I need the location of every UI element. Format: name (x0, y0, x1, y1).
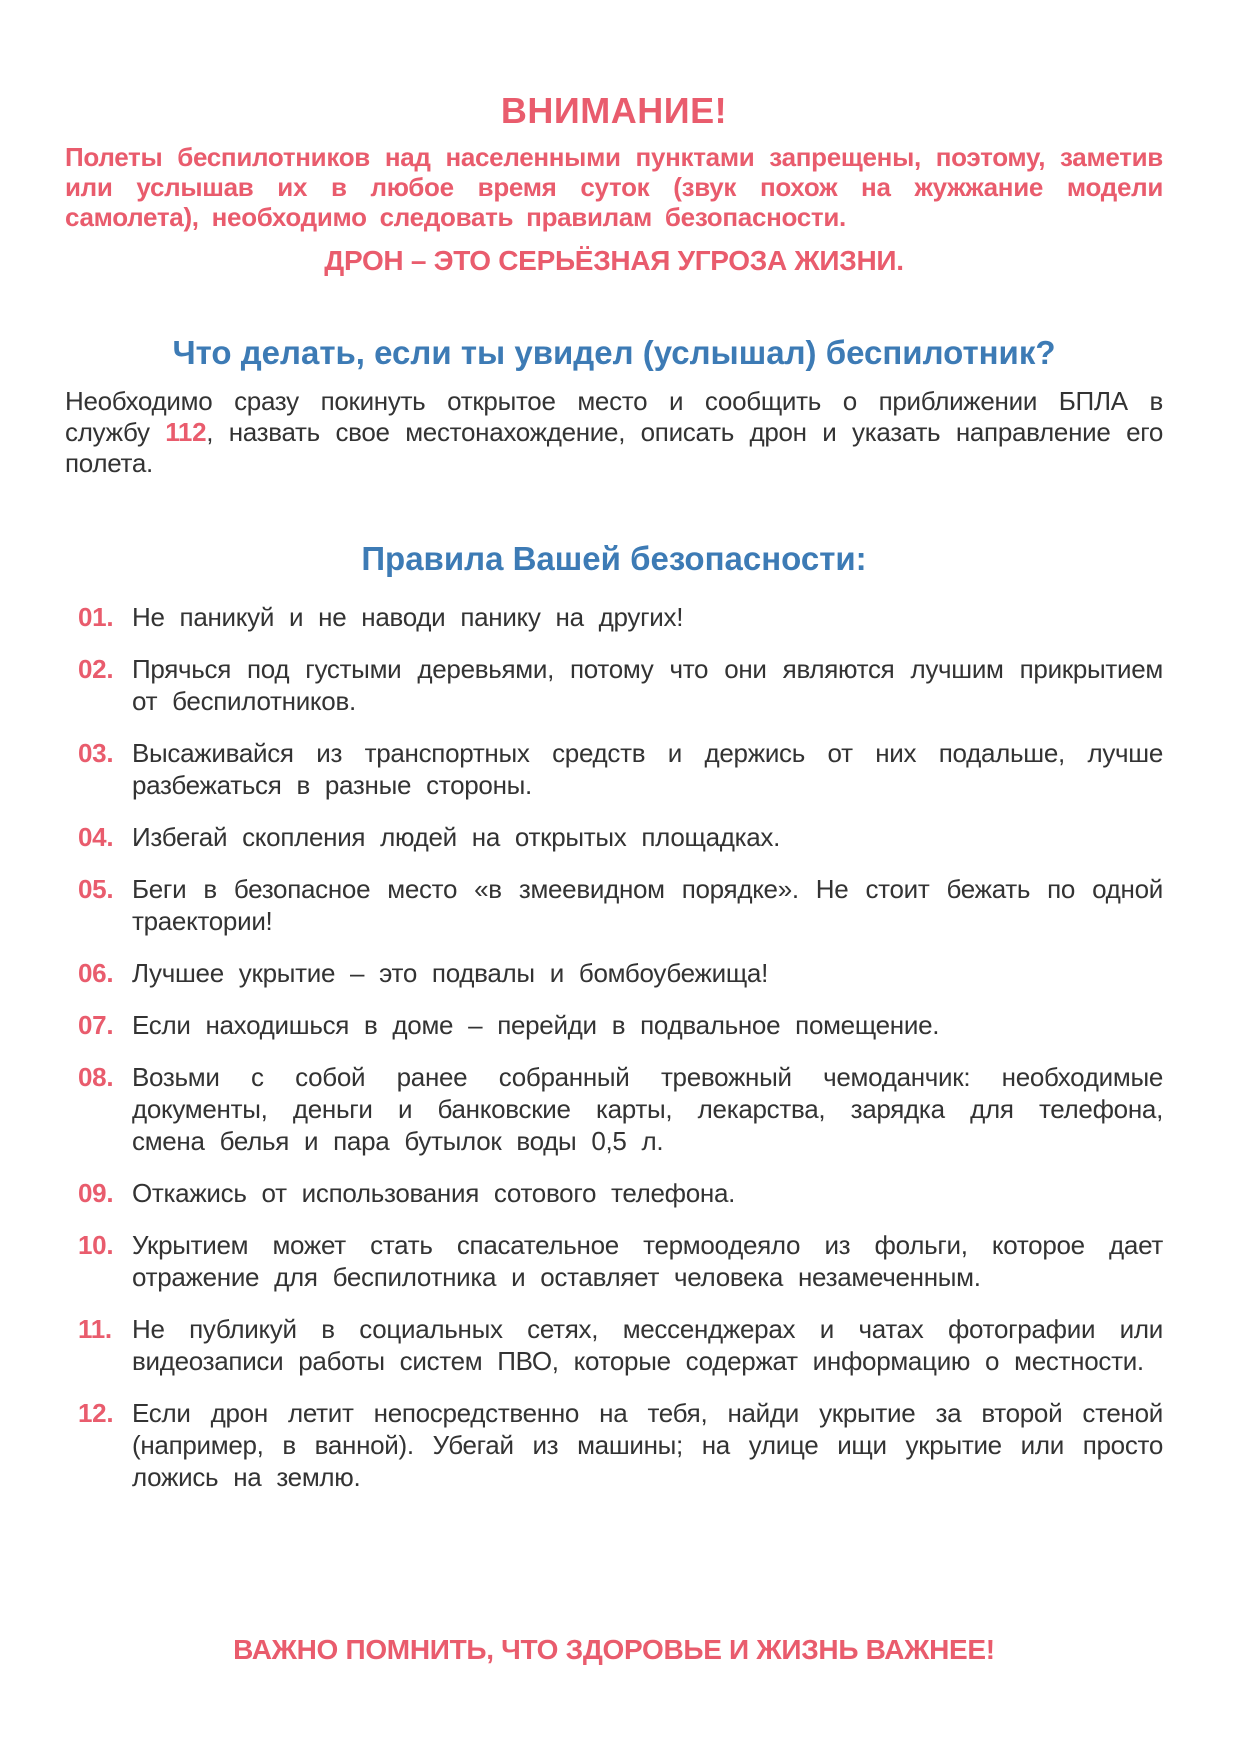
what-to-do-paragraph (65, 386, 1163, 479)
what-to-do-text-after: , назвать свое местонахождение, описать дрон и указать направление его полета. (65, 417, 1163, 478)
rule-number: 07. (78, 1010, 114, 1040)
rule-number: 10. (78, 1230, 114, 1260)
rule-number: 05. (78, 874, 114, 904)
list-item (65, 1397, 1163, 1493)
list-item (65, 1229, 1163, 1293)
rules-list (65, 601, 1163, 1493)
rule-number: 02. (78, 654, 114, 684)
rule-number: 04. (78, 822, 114, 852)
list-item (65, 1313, 1163, 1377)
rule-text: Откажись от использования сотового телефона. (132, 1178, 736, 1208)
rule-text: Если дрон летит непосредственно на тебя, найди укрытие за второй стеной (например, в ванной). Убегай из машины; на улице ищи укрытие или просто ложись на землю. (132, 1398, 1163, 1492)
rule-text: Если находишься в доме – перейди в подвальное помещение. (132, 1010, 940, 1040)
rule-text: Лучшее укрытие – это подвалы и бомбоубежища! (132, 958, 769, 988)
list-item (65, 1009, 1163, 1041)
rule-text: Возьми с собой ранее собранный тревожный чемоданчик: необходимые документы, деньги и банковские карты, лекарства, зарядка для телефона, смена белья и пара бутылок воды 0,5 л. (132, 1062, 1163, 1156)
drone-threat-line: ДРОН – ЭТО СЕРЬЁЗНАЯ УГРОЗА ЖИЗНИ. (324, 245, 904, 276)
rules-heading: Правила Вашей безопасности: (361, 540, 867, 577)
rule-text: Не публикуй в социальных сетях, мессенджерах и чатах фотографии или видеозаписи работы систем ПВО, которые содержат информацию о местности. (132, 1314, 1163, 1376)
list-item (65, 737, 1163, 801)
rule-number: 11. (78, 1314, 112, 1344)
rule-number: 03. (78, 738, 114, 768)
rule-text: Беги в безопасное место «в змеевидном порядке». Не стоит бежать по одной траектории! (132, 874, 1163, 936)
what-to-do-heading: Что делать, если ты увидел (услышал) беспилотник? (172, 334, 1056, 371)
rule-number: 01. (78, 602, 114, 632)
rule-number: 09. (78, 1178, 114, 1208)
list-item (65, 957, 1163, 989)
rule-text: Не паникуй и не наводи панику на других! (132, 602, 684, 632)
list-item (65, 1061, 1163, 1157)
list-item (65, 601, 1163, 633)
list-item (65, 821, 1163, 853)
attention-paragraph: Полеты беспилотников над населенными пунктами запрещены, поэтому, заметив или услышав их в любое время суток (звук похож на жужжание модели самолета), необходимо следовать правилам безопасности. (65, 142, 1163, 232)
list-item (65, 873, 1163, 937)
list-item (65, 1177, 1163, 1209)
attention-heading: ВНИМАНИЕ! (500, 90, 728, 131)
rule-text: Избегай скопления людей на открытых площадках. (132, 822, 781, 852)
list-item (65, 653, 1163, 717)
what-to-do-text-before: Необходимо сразу покинуть открытое место и сообщить о приближении БПЛА в службу (65, 386, 1163, 447)
rule-text: Высаживайся из транспортных средств и держись от них подальше, лучше разбежаться в разные стороны. (132, 738, 1163, 800)
rule-number: 12. (78, 1398, 114, 1428)
emergency-number: 112 (165, 417, 207, 447)
rule-text: Прячься под густыми деревьями, потому что они являются лучшим прикрытием от беспилотников. (132, 654, 1163, 716)
rule-text: Укрытием может стать спасательное термоодеяло из фольги, которое дает отражение для беспилотника и оставляет человека незамеченным. (132, 1230, 1163, 1292)
rule-number: 08. (78, 1062, 114, 1092)
rule-number: 06. (78, 958, 114, 988)
footer-reminder: ВАЖНО ПОМНИТЬ, ЧТО ЗДОРОВЬЕ И ЖИЗНЬ ВАЖНЕЕ! (233, 1634, 995, 1665)
